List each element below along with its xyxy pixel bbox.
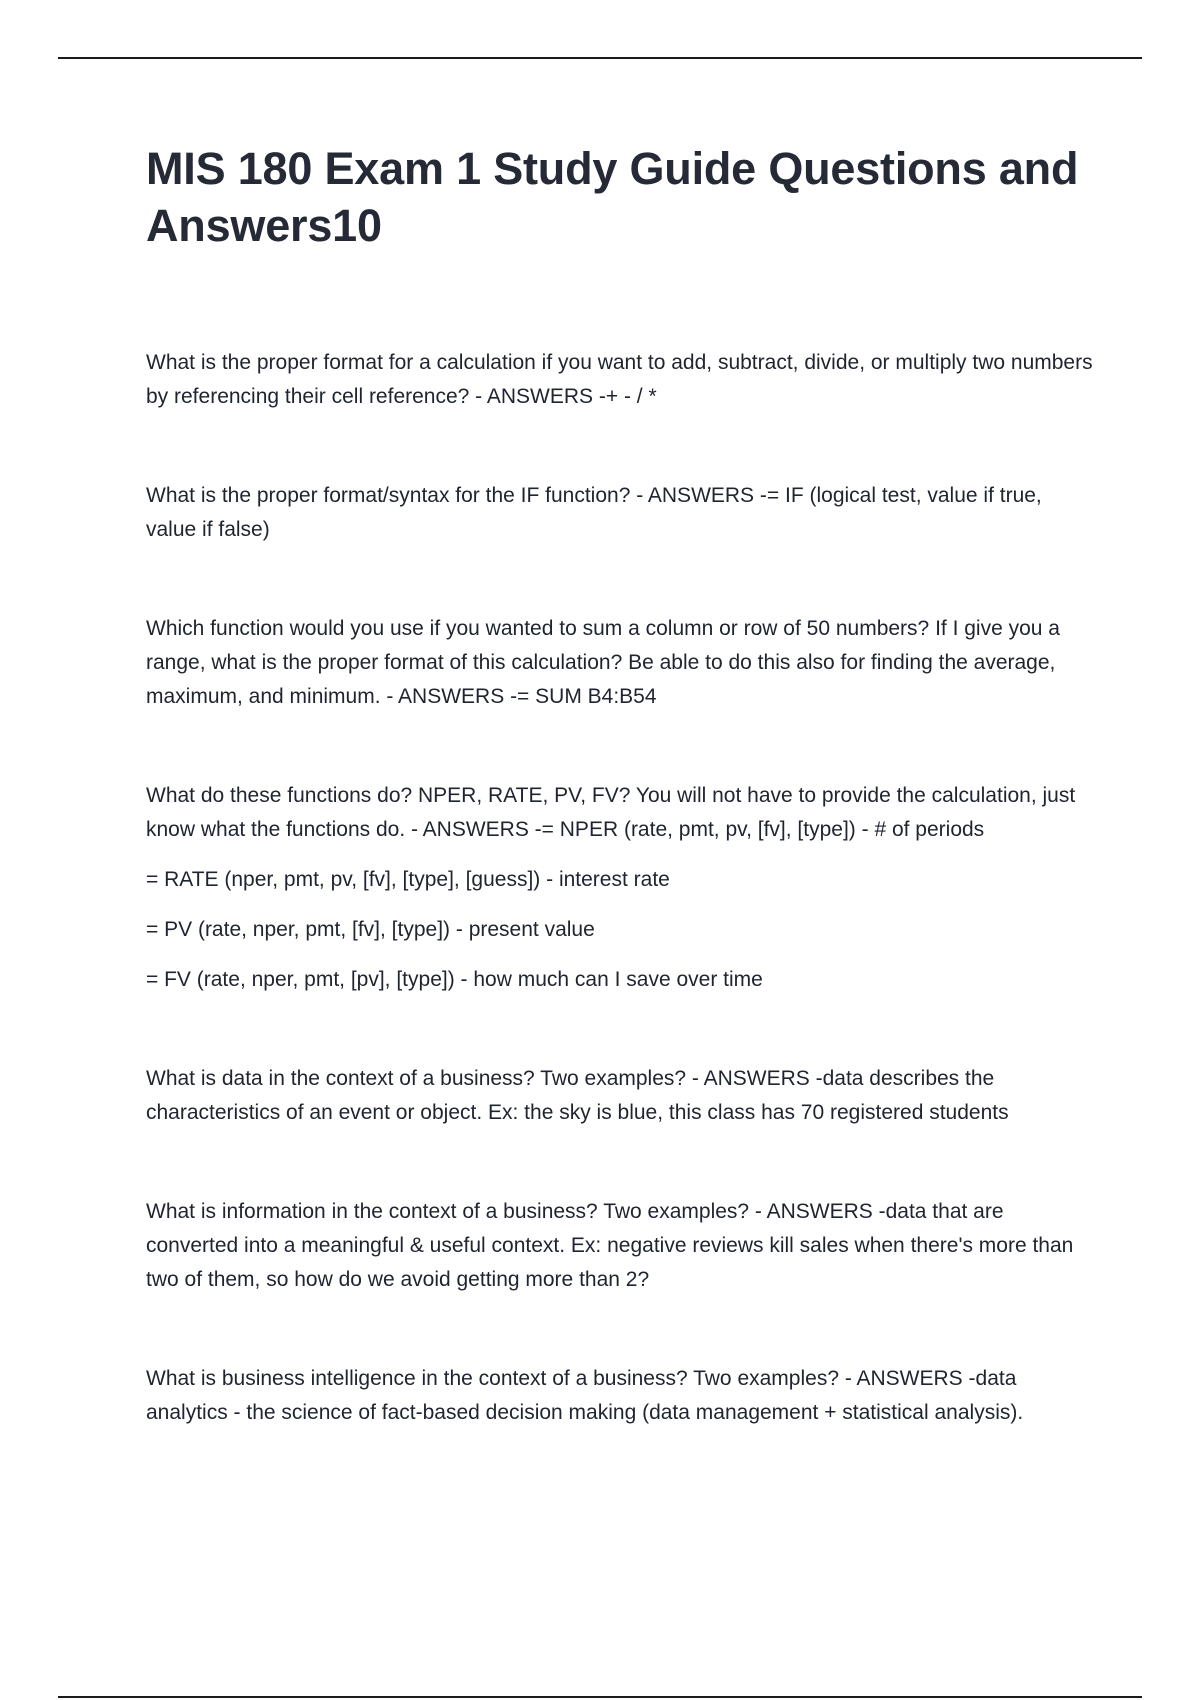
qa-item-7 xyxy=(146,1362,1096,1430)
qa-item-6 xyxy=(146,1195,1096,1297)
qa-paragraph: = PV (rate, nper, pmt, [fv], [type]) - present value xyxy=(146,918,595,941)
qa-item-3 xyxy=(146,612,1096,714)
qa-paragraph: What is information in the context of a business? Two examples? - ANSWERS -data that are converted into a meaningful & useful context. Ex: negative reviews kill sales when there's more than two of them, so how do we avoid getting more than 2? xyxy=(146,1200,1074,1291)
qa-paragraph: Which function would you use if you wanted to sum a column or row of 50 numbers? If I give you a range, what is the proper format of this calculation? Be able to do this also for finding the average, maximum, and minimum. - ANSWERS -= SUM B4:B54 xyxy=(146,617,1060,708)
qa-paragraph: What is data in the context of a business? Two examples? - ANSWERS -data describes the characteristics of an event or object. Ex: the sky is blue, this class has 70 registered students xyxy=(146,1067,1009,1124)
qa-paragraph: = RATE (nper, pmt, pv, [fv], [type], [guess]) - interest rate xyxy=(146,868,670,891)
qa-paragraph: What is the proper format/syntax for the IF function? - ANSWERS -= IF (logical test, value if true, value if false) xyxy=(146,484,1042,541)
qa-paragraph: = FV (rate, nper, pmt, [pv], [type]) - how much can I save over time xyxy=(146,968,763,991)
top-divider xyxy=(58,57,1142,59)
document-body xyxy=(146,140,1096,1430)
qa-item-1 xyxy=(146,346,1096,414)
qa-item-2 xyxy=(146,479,1096,547)
qa-paragraph: What is business intelligence in the context of a business? Two examples? - ANSWERS -data analytics - the science of fact-based decision making (data management + statistical analysis). xyxy=(146,1367,1024,1424)
document-title: MIS 180 Exam 1 Study Guide Questions and Answers10 xyxy=(146,143,1079,251)
qa-paragraph: What do these functions do? NPER, RATE, PV, FV? You will not have to provide the calculation, just know what the functions do. - ANSWERS -= NPER (rate, pmt, pv, [fv], [type]) - # of periods xyxy=(146,784,1076,841)
qa-item-5 xyxy=(146,1062,1096,1130)
qa-item-4 xyxy=(146,779,1096,997)
qa-paragraph: What is the proper format for a calculation if you want to add, subtract, divide, or multiply two numbers by referencing their cell reference? - ANSWERS -+ - / * xyxy=(146,351,1093,408)
bottom-divider xyxy=(58,1696,1142,1698)
